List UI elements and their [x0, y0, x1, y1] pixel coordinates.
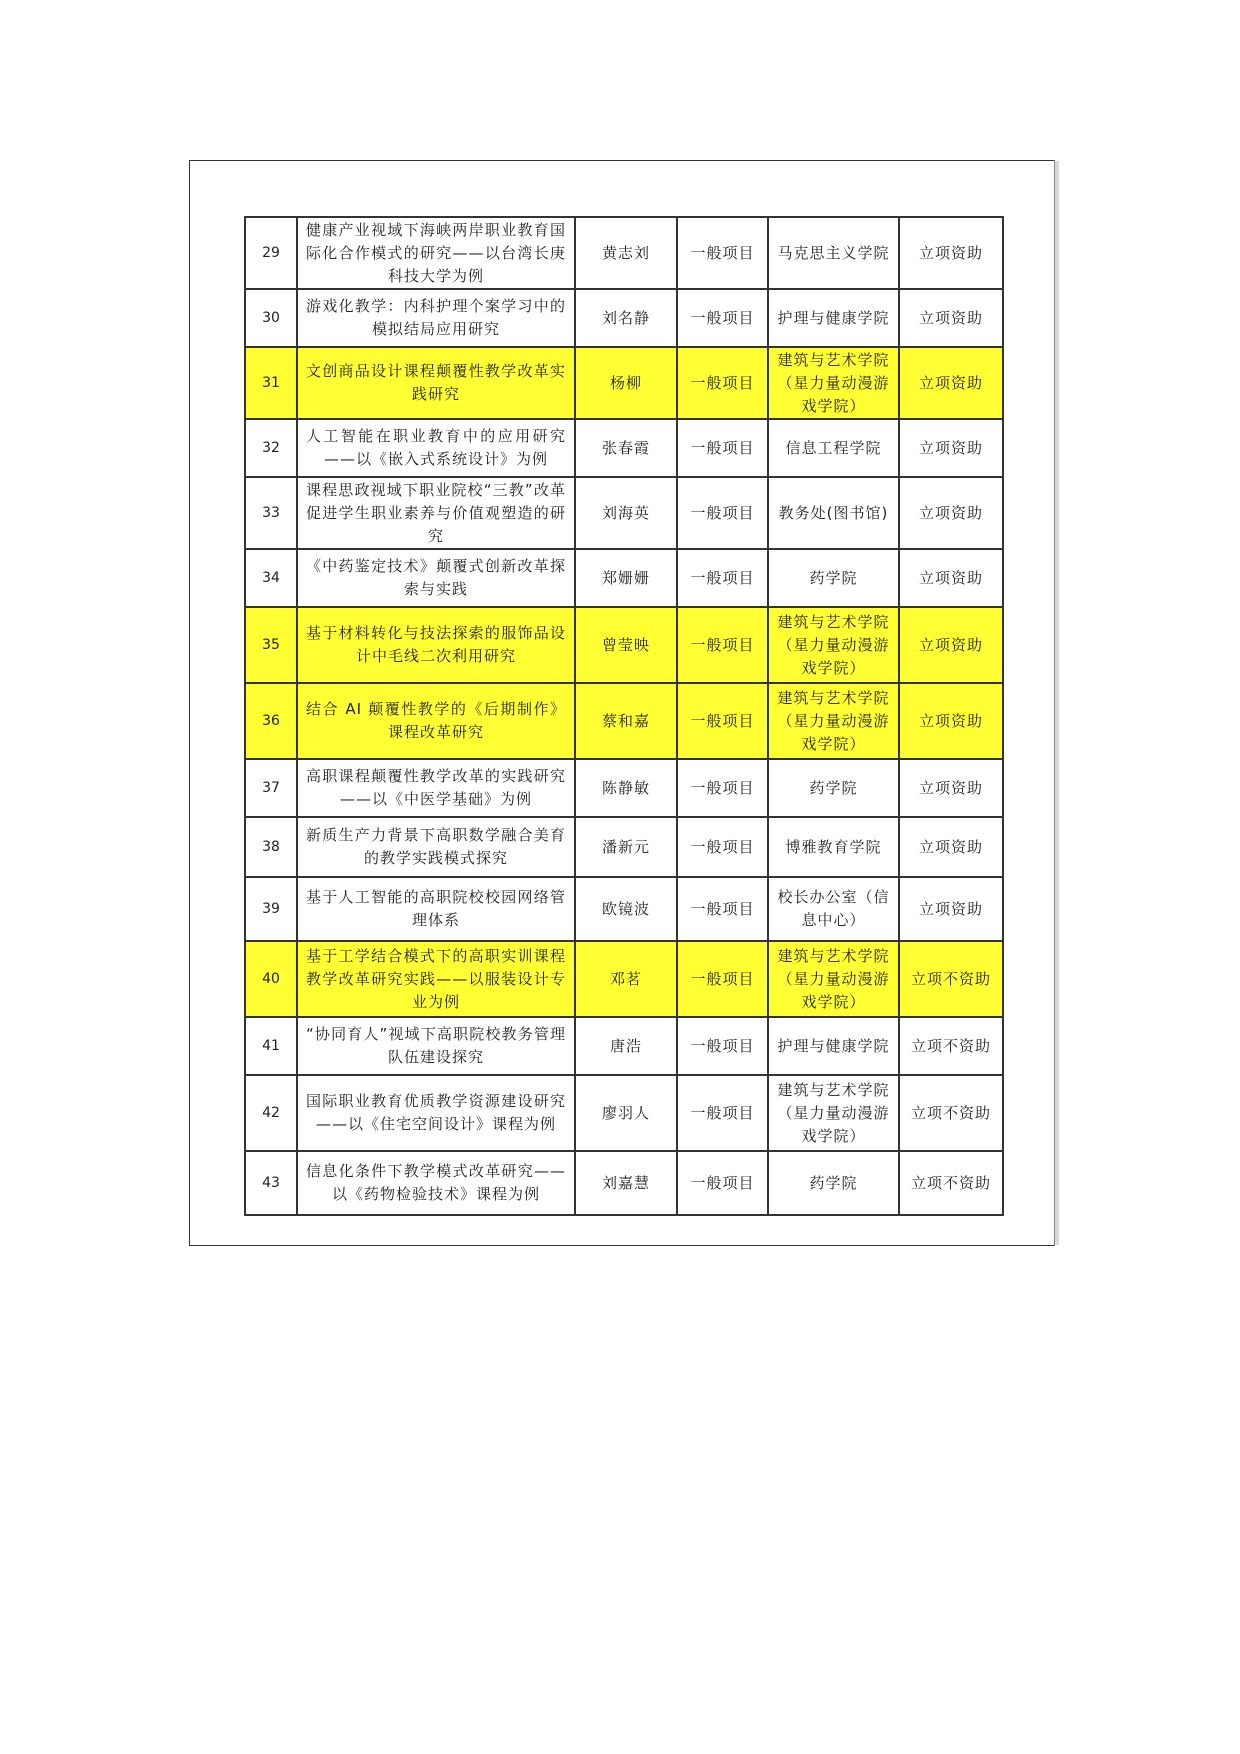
project-title-cell: 健康产业视域下海峡两岸职业教育国际化合作模式的研究——以台湾长庚科技大学为例 — [297, 217, 575, 289]
table-row — [245, 289, 1003, 347]
person-in-charge-cell: 曾莹映 — [575, 607, 677, 683]
unit-cell: 马克思主义学院 — [768, 217, 899, 289]
project-title-cell: 人工智能在职业教育中的应用研究——以《嵌入式系统设计》为例 — [297, 419, 575, 477]
project-title-cell: 基于人工智能的高职院校校园网络管理体系 — [297, 877, 575, 941]
table-row — [245, 607, 1003, 683]
project-type-cell: 一般项目 — [677, 1017, 768, 1075]
table-row — [245, 683, 1003, 759]
funding-status-cell: 立项资助 — [899, 607, 1003, 683]
funding-status-cell: 立项资助 — [899, 217, 1003, 289]
row-number-cell: 32 — [245, 419, 297, 477]
project-title-cell: “协同育人”视域下高职院校教务管理队伍建设探究 — [297, 1017, 575, 1075]
project-title-cell: 基于材料转化与技法探索的服饰品设计中毛线二次利用研究 — [297, 607, 575, 683]
funding-status-cell: 立项资助 — [899, 289, 1003, 347]
unit-cell: 护理与健康学院 — [768, 1017, 899, 1075]
row-number-cell: 35 — [245, 607, 297, 683]
row-number-cell: 30 — [245, 289, 297, 347]
project-title-cell: 游戏化教学：内科护理个案学习中的模拟结局应用研究 — [297, 289, 575, 347]
table-row — [245, 477, 1003, 549]
row-number-cell: 40 — [245, 941, 297, 1017]
project-title-cell: 新质生产力背景下高职数学融合美育的教学实践模式探究 — [297, 817, 575, 877]
project-type-cell: 一般项目 — [677, 941, 768, 1017]
project-type-cell: 一般项目 — [677, 289, 768, 347]
project-title-cell: 文创商品设计课程颠覆性教学改革实践研究 — [297, 347, 575, 419]
unit-cell: 建筑与艺术学院（星力量动漫游戏学院） — [768, 607, 899, 683]
unit-cell: 教务处(图书馆) — [768, 477, 899, 549]
table-row — [245, 1017, 1003, 1075]
funding-status-cell: 立项资助 — [899, 549, 1003, 607]
project-title-cell: 课程思政视域下职业院校“三教”改革促进学生职业素养与价值观塑造的研究 — [297, 477, 575, 549]
person-in-charge-cell: 郑姗姗 — [575, 549, 677, 607]
funding-status-cell: 立项资助 — [899, 817, 1003, 877]
funding-status-cell: 立项资助 — [899, 419, 1003, 477]
unit-cell: 校长办公室（信息中心） — [768, 877, 899, 941]
unit-cell: 药学院 — [768, 1151, 899, 1215]
project-title-cell: 基于工学结合模式下的高职实训课程教学改革研究实践——以服装设计专业为例 — [297, 941, 575, 1017]
table-row — [245, 1151, 1003, 1215]
row-number-cell: 36 — [245, 683, 297, 759]
project-type-cell: 一般项目 — [677, 549, 768, 607]
unit-cell: 建筑与艺术学院（星力量动漫游戏学院） — [768, 347, 899, 419]
unit-cell: 药学院 — [768, 759, 899, 817]
project-type-cell: 一般项目 — [677, 419, 768, 477]
table-row — [245, 419, 1003, 477]
funding-status-cell: 立项资助 — [899, 347, 1003, 419]
project-type-cell: 一般项目 — [677, 1075, 768, 1151]
row-number-cell: 34 — [245, 549, 297, 607]
table-row — [245, 1075, 1003, 1151]
row-number-cell: 38 — [245, 817, 297, 877]
funding-status-cell: 立项不资助 — [899, 1017, 1003, 1075]
funding-status-cell: 立项不资助 — [899, 1151, 1003, 1215]
unit-cell: 建筑与艺术学院（星力量动漫游戏学院） — [768, 941, 899, 1017]
project-title-cell: 结合 AI 颠覆性教学的《后期制作》课程改革研究 — [297, 683, 575, 759]
project-type-cell: 一般项目 — [677, 1151, 768, 1215]
row-number-cell: 43 — [245, 1151, 297, 1215]
row-number-cell: 42 — [245, 1075, 297, 1151]
funding-status-cell: 立项资助 — [899, 683, 1003, 759]
unit-cell: 建筑与艺术学院（星力量动漫游戏学院） — [768, 1075, 899, 1151]
project-list-table — [244, 216, 1004, 1216]
table-row — [245, 817, 1003, 877]
unit-cell: 建筑与艺术学院（星力量动漫游戏学院） — [768, 683, 899, 759]
row-number-cell: 33 — [245, 477, 297, 549]
person-in-charge-cell: 杨柳 — [575, 347, 677, 419]
table-body — [245, 217, 1003, 1215]
table-row — [245, 217, 1003, 289]
project-type-cell: 一般项目 — [677, 347, 768, 419]
person-in-charge-cell: 蔡和嘉 — [575, 683, 677, 759]
funding-status-cell: 立项资助 — [899, 759, 1003, 817]
person-in-charge-cell: 黄志刘 — [575, 217, 677, 289]
project-type-cell: 一般项目 — [677, 759, 768, 817]
person-in-charge-cell: 唐浩 — [575, 1017, 677, 1075]
project-type-cell: 一般项目 — [677, 877, 768, 941]
table-row — [245, 941, 1003, 1017]
unit-cell: 药学院 — [768, 549, 899, 607]
person-in-charge-cell: 刘名静 — [575, 289, 677, 347]
person-in-charge-cell: 刘海英 — [575, 477, 677, 549]
table-row — [245, 759, 1003, 817]
row-number-cell: 31 — [245, 347, 297, 419]
person-in-charge-cell: 刘嘉慧 — [575, 1151, 677, 1215]
project-title-cell: 高职课程颠覆性教学改革的实践研究——以《中医学基础》为例 — [297, 759, 575, 817]
person-in-charge-cell: 陈静敏 — [575, 759, 677, 817]
person-in-charge-cell: 邓茗 — [575, 941, 677, 1017]
project-type-cell: 一般项目 — [677, 683, 768, 759]
unit-cell: 信息工程学院 — [768, 419, 899, 477]
funding-status-cell: 立项资助 — [899, 477, 1003, 549]
unit-cell: 护理与健康学院 — [768, 289, 899, 347]
project-title-cell: 国际职业教育优质教学资源建设研究——以《住宅空间设计》课程为例 — [297, 1075, 575, 1151]
person-in-charge-cell: 廖羽人 — [575, 1075, 677, 1151]
table-row — [245, 347, 1003, 419]
person-in-charge-cell: 潘新元 — [575, 817, 677, 877]
row-number-cell: 37 — [245, 759, 297, 817]
project-title-cell: 《中药鉴定技术》颠覆式创新改革探索与实践 — [297, 549, 575, 607]
project-type-cell: 一般项目 — [677, 217, 768, 289]
project-title-cell: 信息化条件下教学模式改革研究——以《药物检验技术》课程为例 — [297, 1151, 575, 1215]
project-type-cell: 一般项目 — [677, 477, 768, 549]
funding-status-cell: 立项不资助 — [899, 941, 1003, 1017]
funding-status-cell: 立项资助 — [899, 877, 1003, 941]
funding-status-cell: 立项不资助 — [899, 1075, 1003, 1151]
person-in-charge-cell: 欧镜波 — [575, 877, 677, 941]
row-number-cell: 29 — [245, 217, 297, 289]
table-row — [245, 877, 1003, 941]
person-in-charge-cell: 张春霞 — [575, 419, 677, 477]
project-type-cell: 一般项目 — [677, 607, 768, 683]
table-row — [245, 549, 1003, 607]
project-type-cell: 一般项目 — [677, 817, 768, 877]
row-number-cell: 41 — [245, 1017, 297, 1075]
row-number-cell: 39 — [245, 877, 297, 941]
unit-cell: 博雅教育学院 — [768, 817, 899, 877]
